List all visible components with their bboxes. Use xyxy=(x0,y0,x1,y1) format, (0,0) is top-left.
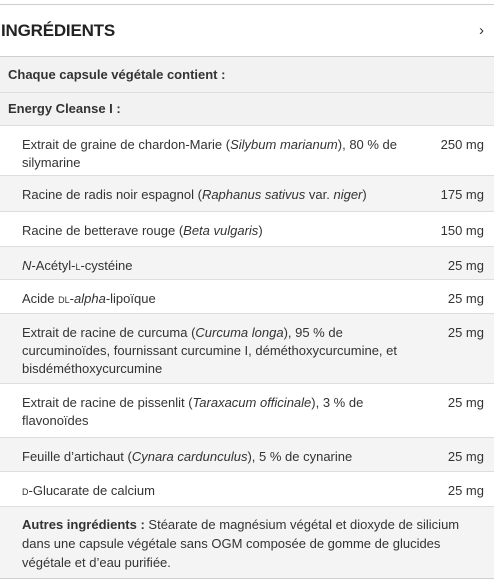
ingredient-name: Racine de betterave rouge (Beta vulgaris) xyxy=(22,223,263,238)
ingredient-name: N-Acétyl-l-cystéine xyxy=(22,258,133,273)
ingredient-amount: 150 mg xyxy=(440,223,484,238)
chevron-right-icon[interactable]: › xyxy=(479,22,484,39)
other-ingredients xyxy=(0,506,494,578)
product-heading: Energy Cleanse I : xyxy=(0,93,494,125)
ingredient-row xyxy=(0,211,494,246)
ingredient-name: d-Glucarate de calcium xyxy=(22,483,155,498)
other-ingredients-text: Stéarate de magnésium végétal et dioxyde de silicium dans une capsule végétale sans OGM composée de gomme de glucides végétale et d’eau purifiée. xyxy=(22,517,460,570)
ingredient-row xyxy=(0,313,494,383)
divider xyxy=(0,578,494,579)
ingredient-row xyxy=(0,437,494,471)
ingredient-row xyxy=(0,279,494,313)
ingredient-amount: 175 mg xyxy=(440,187,484,202)
ingredient-row xyxy=(0,175,494,211)
ingredient-amount: 25 mg xyxy=(447,483,484,498)
ingredient-amount: 250 mg xyxy=(440,137,484,152)
ingredient-row xyxy=(0,125,494,175)
ingredient-amount: 25 mg xyxy=(447,395,484,410)
ingredient-name: Extrait de racine de pissenlit (Taraxacum officinale), 3 % de flavonoïdes xyxy=(22,395,364,428)
ingredient-amount: 25 mg xyxy=(447,258,484,273)
ingredient-row xyxy=(0,246,494,279)
intro-heading: Chaque capsule végétale contient : xyxy=(0,57,494,92)
ingredient-name: Extrait de graine de chardon-Marie (Silybum marianum), 80 % de silymarine xyxy=(22,137,398,170)
ingredient-name: Acide dl-alpha-lipoïque xyxy=(22,291,156,306)
other-ingredients-label: Autres ingrédients : xyxy=(22,517,145,532)
ingredient-row xyxy=(0,383,494,437)
ingredient-row xyxy=(0,471,494,506)
ingredient-name: Racine de radis noir espagnol (Raphanus sativus var. niger) xyxy=(22,187,367,202)
ingredient-amount: 25 mg xyxy=(447,449,484,464)
ingredient-amount: 25 mg xyxy=(447,325,484,340)
ingredient-name: Feuille d’artichaut (Cynara cardunculus), 5 % de cynarine xyxy=(22,449,353,464)
ingredient-name: Extrait de racine de curcuma (Curcuma longa), 95 % de curcuminoïdes, fournissant curcumine I, déméthoxycurcumine, et bisdéméthoxycurcumine xyxy=(22,325,398,376)
ingredients-accordion-header[interactable] xyxy=(0,5,494,57)
section-title: INGRÉDIENTS xyxy=(1,20,115,40)
ingredient-amount: 25 mg xyxy=(447,291,484,306)
